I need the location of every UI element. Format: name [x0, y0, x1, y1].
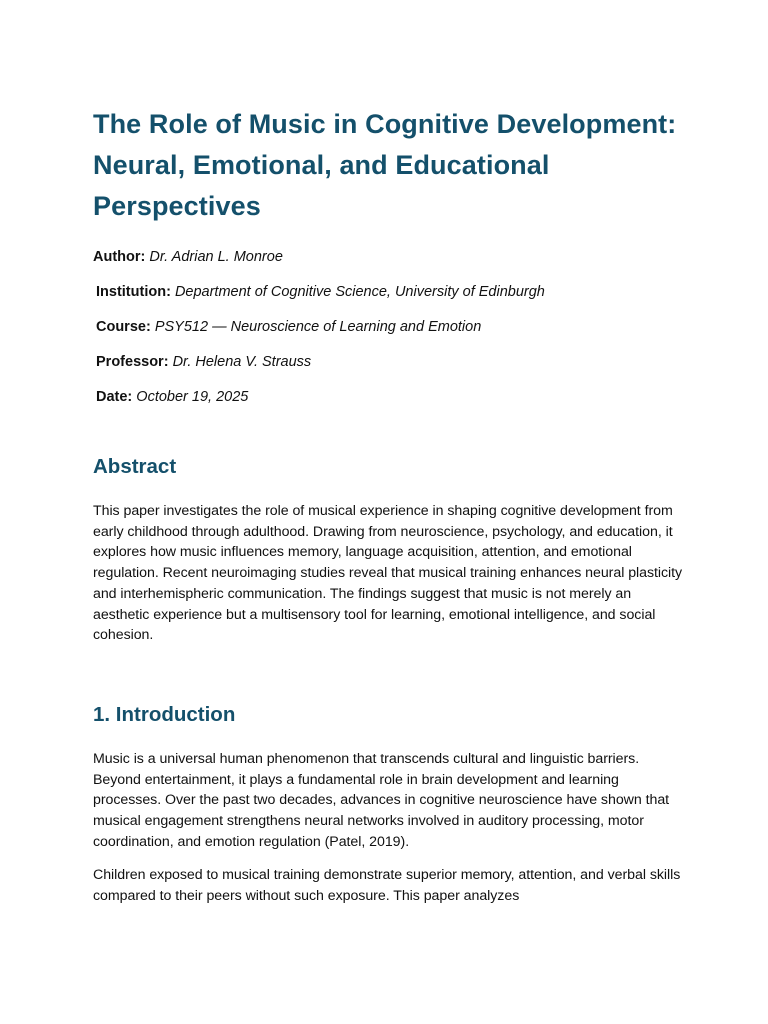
meta-institution-value: Department of Cognitive Science, University of Edinburgh	[174, 284, 545, 300]
abstract-text: This paper investigates the role of musical experience in shaping cognitive development from early childhood through adulthood. Drawing from neuroscience, psychology, and education, it explores how music influences memory, language acquisition, attention, and emotional regulation. Recent neuroimaging studies reveal that musical training enhances neural plasticity and interhemispheric communication. The findings suggest that music is not merely an aesthetic experience but a multisensory tool for learning, emotional intelligence, and social cohesion.	[93, 503, 683, 644]
introduction-paragraph-1: Music is a universal human phenomenon that transcends cultural and linguistic barriers. Beyond entertainment, it plays a fundamental role in brain development and learning processes. Over the past two decades, advances in cognitive neuroscience have shown that musical engagement strengthens neural networks involved in auditory processing, motor coordination, and emotion regulation (Patel, 2019).	[93, 750, 670, 850]
meta-date	[93, 389, 683, 406]
meta-author	[93, 249, 683, 266]
meta-professor-value: Dr. Helena V. Strauss	[172, 354, 312, 370]
meta-date-label: Date:	[96, 389, 133, 405]
meta-course-label: Course:	[96, 319, 151, 335]
introduction-heading: 1. Introduction	[93, 702, 236, 726]
meta-institution	[93, 284, 683, 301]
paper-metadata	[93, 249, 683, 406]
paper-title: The Role of Music in Cognitive Development: Neural, Emotional, and Educational Perspectives	[93, 109, 677, 221]
meta-author-label: Author:	[93, 249, 146, 265]
meta-course	[93, 319, 683, 336]
introduction-paragraph-2: Children exposed to musical training demonstrate superior memory, attention, and verbal skills compared to their peers without such exposure. This paper analyzes	[93, 867, 681, 905]
meta-author-value: Dr. Adrian L. Monroe	[149, 249, 283, 265]
document-content	[93, 104, 683, 907]
meta-date-value: October 19, 2025	[136, 389, 249, 405]
meta-professor	[93, 354, 683, 371]
meta-institution-label: Institution:	[96, 284, 171, 300]
meta-course-value: PSY512 — Neuroscience of Learning and Emotion	[154, 319, 482, 335]
abstract-heading: Abstract	[93, 455, 177, 478]
meta-professor-label: Professor:	[96, 354, 169, 370]
